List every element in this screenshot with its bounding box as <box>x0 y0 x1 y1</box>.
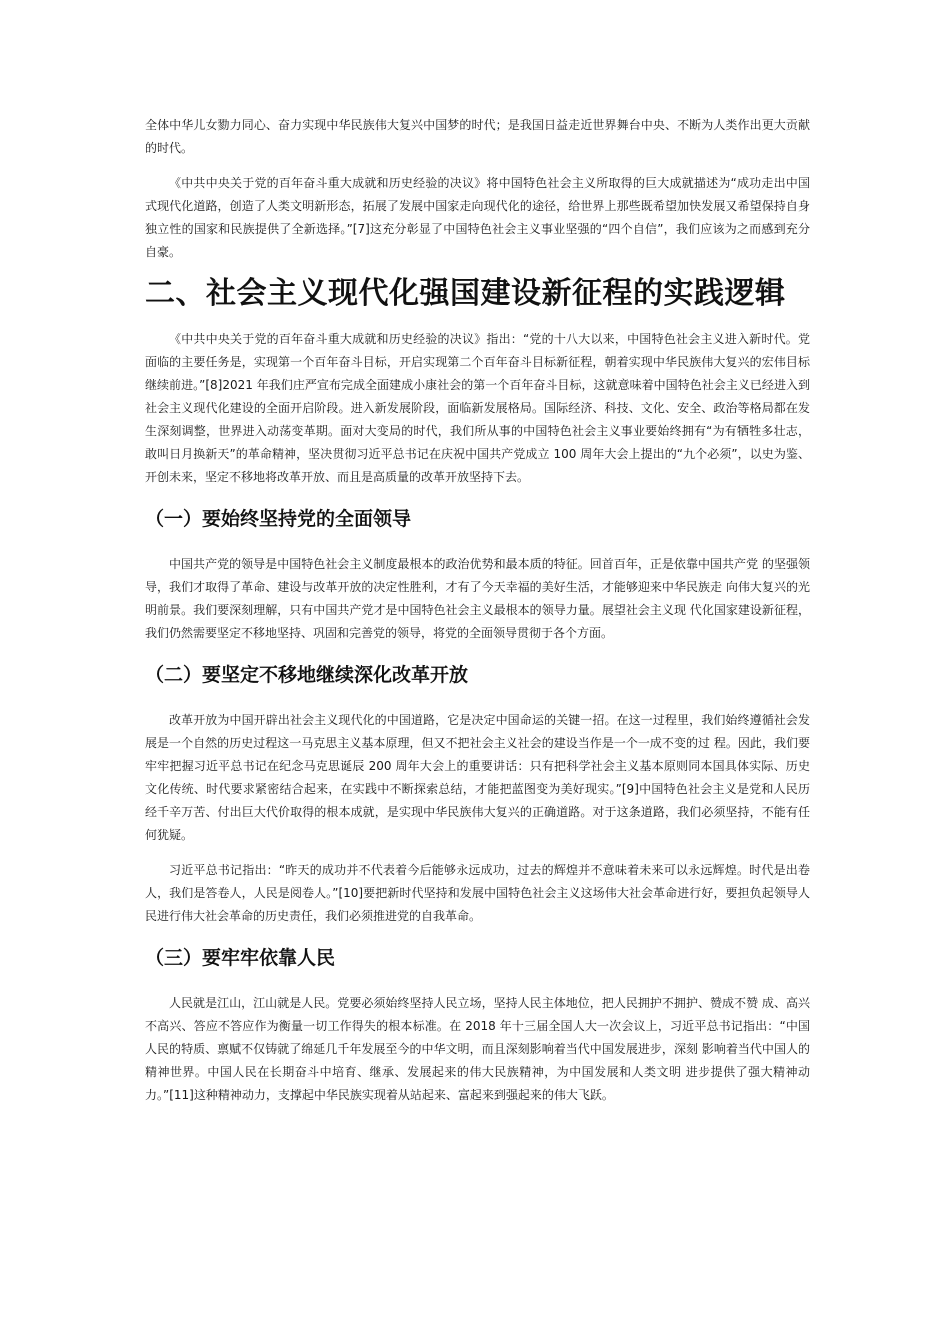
subsection-heading-1: （一）要始终坚持党的全面领导 <box>145 508 412 530</box>
paragraph-reform-opening: 改革开放为中国开辟出社会主义现代化的中国道路，它是决定中国命运的关键一招。在这一过程里，我们始终遵循社会发展是一个自然的历史过程这一马克思主义基本原理，但又不把社会主义社会的建设当作是一个一成不变的过 程。因此，我们要牢牢把握习近平总书记在纪念马克思诞辰 200 周年大会上的重要讲话：只有把科学社会主义基本原则同本国具体实际、历史文化传统、时代要求紧密结合起来，在实践中不断探索总结，才能把蓝图变为美好现实。”[9]中国特色社会主义是党和人民历经千辛万苦、付出巨大代价取得的根本成就，是实现中华民族伟大复兴的正确道路。对于这条道路，我们必须坚持，不能有任何犹疑。 <box>145 713 810 842</box>
paragraph-rely-on-people: 人民就是江山，江山就是人民。党要必须始终坚持人民立场，坚持人民主体地位，把人民拥护不拥护、赞成不赞 成、高兴不高兴、答应不答应作为衡量一切工作得失的根本标准。在 2018 年十三届全国人大一次会议上，习近平总书记指出：“中国人民的特质、禀赋不仅铸就了绵延几千年发展至今的中华文明，而且深刻影响着当代中国发展进步，深刻 影响着当代中国人的精神世界。中国人民在长期奋斗中培育、继承、发展起来的伟大民族精神，为中国发展和人类文明 进步提供了强大精神动力。”[11]这种精神动力，支撑起中华民族实现着从站起来、富起来到强起来的伟大飞跃。 <box>145 996 810 1102</box>
paragraph-party-leadership: 中国共产党的领导是中国特色社会主义制度最根本的政治优势和最本质的特征。回首百年，正是依靠中国共产党 的坚强领导，我们才取得了革命、建设与改革开放的决定性胜利，才有了今天幸福的美好生活，才能够迎来中华民族走 向伟大复兴的光明前景。我们要深刻理解，只有中国共产党才是中国特色社会主义最根本的领导力量。展望社会主义现 代化国家建设新征程，我们仍然需要坚定不移地坚持、巩固和完善党的领导，将党的全面领导贯彻于各个方面。 <box>145 557 810 640</box>
paragraph-new-era: 《中共中央关于党的百年奋斗重大成就和历史经验的决议》指出：“党的十八大以来，中国特色社会主义进入新时代。党面临的主要任务是，实现第一个百年奋斗目标，开启实现第二个百年奋斗目标新征程，朝着实现中华民族伟大复兴的宏伟目标继续前进。”[8]2021 年我们庄严宣布完成全面建成小康社会的第一个百年奋斗目标，这就意味着中国特色社会主义已经进入到社会主义现代化建设的全面开启阶段。进入新发展阶段，面临新发展格局。国际经济、科技、文化、安全、政治等格局都在发生深刻调整，世界进入动荡变革期。面对大变局的时代，我们所从事的中国特色社会主义事业要始终拥有“为有牺牲多壮志，敢叫日月换新天”的革命精神，坚决贯彻习近平总书记在庆祝中国共产党成立 100 周年大会上提出的“九个必须”，以史为鉴、开创未来，坚定不移地将改革开放、而且是高质量的改革开放坚持下去。 <box>145 332 810 484</box>
paragraph-self-revolution: 习近平总书记指出：“昨天的成功并不代表着今后能够永远成功，过去的辉煌并不意味着未来可以永远辉煌。时代是出卷人，我们是答卷人，人民是阅卷人。”[10]要把新时代坚持和发展中国特色社会主义这场伟大社会革命进行好，要担负起领导人民进行伟大社会革命的历史责任，我们必须推进党的自我革命。 <box>145 863 810 923</box>
subsection-heading-2: （二）要坚定不移地继续深化改革开放 <box>145 664 469 686</box>
paragraph-continued: 全体中华儿女勠力同心、奋力实现中华民族伟大复兴中国梦的时代；是我国日益走近世界舞台中央、不断为人类作出更大贡献的时代。 <box>145 118 810 155</box>
paragraph-resolution-achievements: 《中共中央关于党的百年奋斗重大成就和历史经验的决议》将中国特色社会主义所取得的巨大成就描述为“成功走出中国式现代化道路，创造了人类文明新形态，拓展了发展中国家走向现代化的途径，给世界上那些既希望加快发展又希望保持自身独立性的国家和民族提供了全新选择。”[7]这充分彰显了中国特色社会主义事业坚强的“四个自信”，我们应该为之而感到充分自豪。 <box>145 176 810 259</box>
section-heading: 二、社会主义现代化强国建设新征程的实践逻辑 <box>145 276 786 311</box>
subsection-heading-3: （三）要牢牢依靠人民 <box>145 947 336 969</box>
document-page <box>145 114 810 1107</box>
